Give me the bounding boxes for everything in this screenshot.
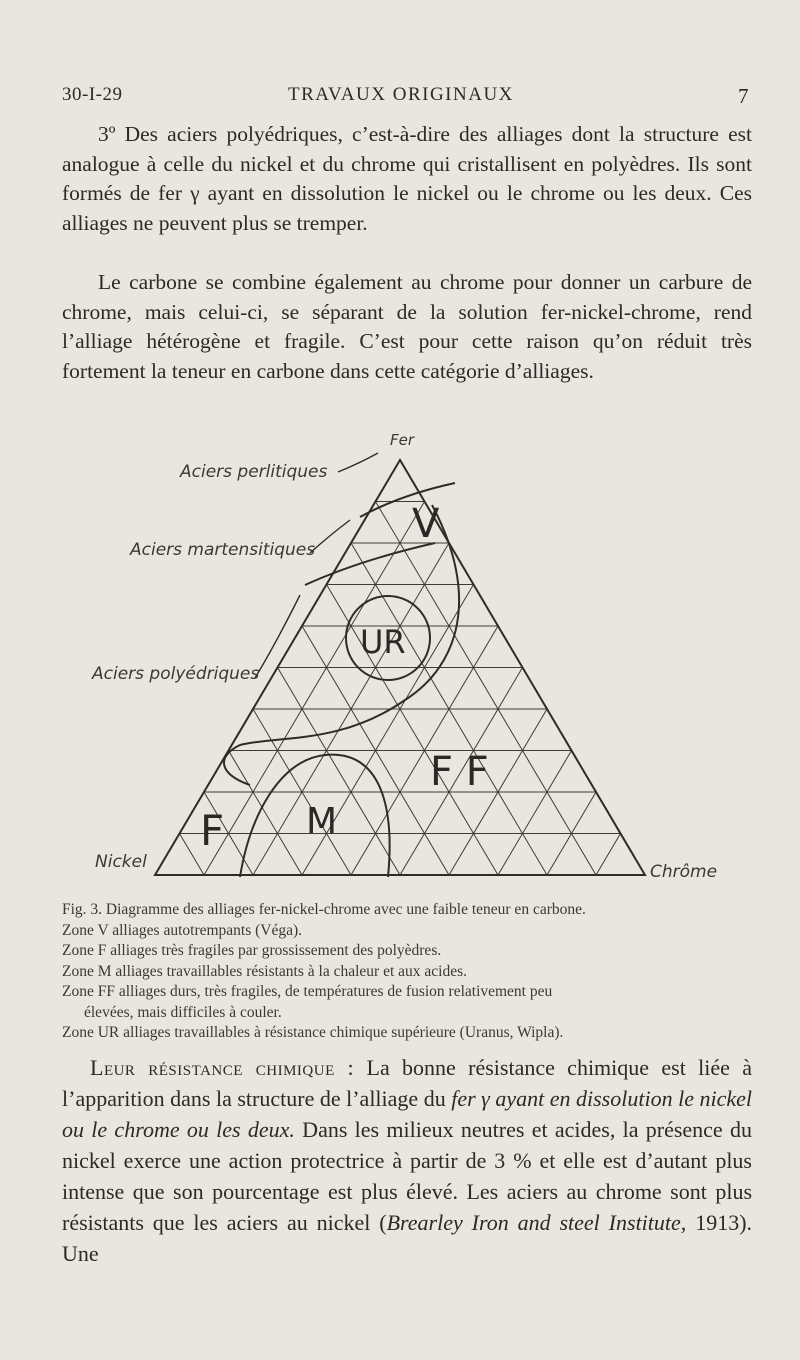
grid-line bbox=[327, 585, 499, 876]
label-aciers-polyedriques: Aciers polyédriques bbox=[92, 664, 260, 684]
leader-perlitiques bbox=[338, 453, 378, 472]
p3-text-1: La bonne résistance chimique est liée à l’apparition dans la structure de l’alliage du bbox=[62, 1055, 752, 1111]
grid-line bbox=[376, 502, 597, 876]
grid-line bbox=[596, 834, 621, 876]
paragraph-aciers-polyedriques: 3º Des aciers polyédriques, c’est-à-dire des alliages dont la structure est analogue à celle du nickel et du chrome qui cristallisent en polyèdres. Ils sont formés de fer γ ayant en dissolution le nickel ou le chrome ou les deux. Ces alliages ne peuvent plus se tremper. bbox=[62, 122, 752, 235]
section-heading: Leur résistance chimique : bbox=[90, 1055, 355, 1080]
boundary-martensitiques bbox=[305, 543, 435, 585]
caption-zone-f: Zone F alliages très fragiles par grossissement des polyèdres. bbox=[62, 942, 442, 959]
zone-v-label: V bbox=[412, 501, 440, 547]
leader-martensitiques bbox=[310, 520, 350, 553]
vertex-label-chrome: Chrôme bbox=[650, 862, 718, 882]
page-number: 7 bbox=[738, 84, 749, 108]
caption-zone-m: Zone M alliages travaillables résistants à la chaleur et aux acides. bbox=[62, 962, 467, 980]
grid-line bbox=[498, 751, 572, 876]
p3-text-3: 1913). Une bbox=[62, 1210, 753, 1266]
zone-ur-label: UR bbox=[360, 623, 406, 661]
caption-zone-v: Zone V alliages autotrempants (Véga). bbox=[62, 921, 303, 939]
zone-ff-label: F F bbox=[430, 749, 489, 795]
caption-zone-ur: Zone UR alliages travaillables à résistance chimique supérieure (Uranus, Wipla). bbox=[62, 1024, 564, 1041]
p3-text-2: Dans les milieux neutres et acides, la présence du nickel exerce une action protectrice à partir de 3 % et elle est d’autant plus intense que son pourcentage est plus élevé. Les aciers au chrome sont plus résistants que les aciers au nickel ( bbox=[62, 1117, 752, 1235]
p3-italic-1: fer γ ayant en dissolution le nickel ou le chrome ou les deux. bbox=[62, 1086, 753, 1142]
grid-line bbox=[278, 668, 401, 876]
caption-zone-ff-cont: élevées, mais difficiles à couler. bbox=[84, 1003, 282, 1021]
zone-f-label: F bbox=[200, 806, 225, 855]
zone-m-label: M bbox=[306, 801, 338, 842]
boundary-perlitiques bbox=[360, 483, 455, 517]
caption-title: Fig. 3. Diagramme des alliages fer-nickel-chrome avec une faible teneur en carbone. bbox=[62, 901, 586, 918]
paragraph-resistance-chimique bbox=[62, 1052, 752, 1269]
ternary-diagram-fer-nickel-chrome bbox=[60, 425, 760, 900]
vertex-label-fer: Fer bbox=[390, 431, 415, 449]
vertex-label-nickel: Nickel bbox=[95, 852, 147, 872]
p3-italic-2: Brearley Iron and steel Institute, bbox=[386, 1210, 687, 1235]
running-header-date: 30-I-29 bbox=[62, 84, 123, 105]
running-header-title: TRAVAUX ORIGINAUX bbox=[288, 84, 514, 105]
caption-zone-ff: Zone FF alliages durs, très fragiles, de températures de fusion relativement peu bbox=[62, 983, 553, 1000]
label-aciers-perlitiques: Aciers perlitiques bbox=[180, 462, 328, 482]
paragraph-carbone: Le carbone se combine également au chrome pour donner un carbure de chrome, mais celui-ci, se séparant de la solution fer-nickel-chrome, rend l’alliage hétérogène et fragile. C’est pour cette raison qu’on réduit très fortement la teneur en carbone dans cette catégorie d’alliages. bbox=[62, 270, 752, 383]
label-aciers-martensitiques: Aciers martensitiques bbox=[130, 540, 316, 560]
figure-caption bbox=[62, 900, 752, 1044]
